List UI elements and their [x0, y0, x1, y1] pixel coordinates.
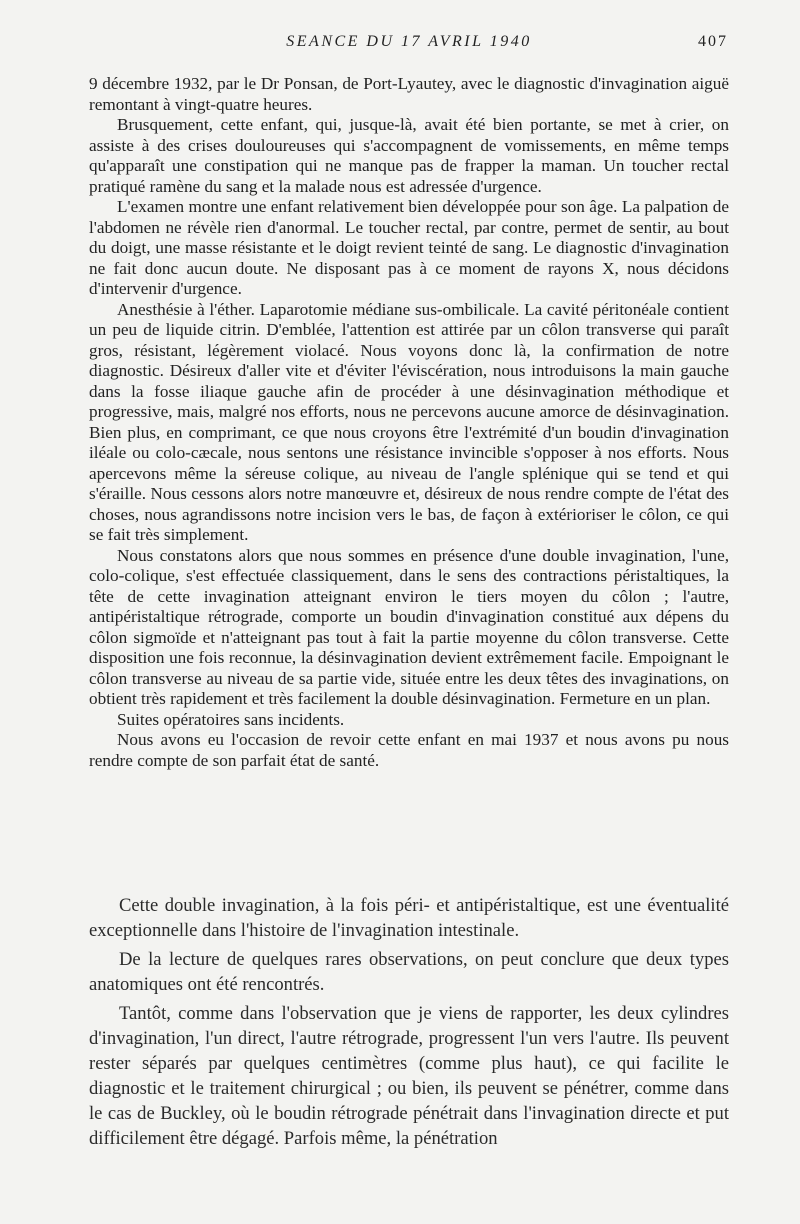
running-header [90, 33, 728, 55]
running-title: SEANCE DU 17 AVRIL 1940 [286, 33, 532, 50]
paragraph: De la lecture de quelques rares observations, on peut conclure que deux types anatomiques ont été rencontrés. [89, 949, 729, 995]
paragraph: Brusquement, cette enfant, qui, jusque-là, avait été bien portante, se met à crier, on assiste à des crises douloureuses qui s'accompagnent de vomissements, en même temps qu'apparaît une constipation qui ne manque pas de frapper la maman. Un toucher rectal pratiqué ramène du sang et la malade nous est adressée d'urgence. [89, 115, 729, 196]
case-observation [89, 74, 729, 771]
paragraph: Suites opératoires sans incidents. [117, 709, 345, 729]
page-number: 407 [698, 33, 728, 50]
paragraph: 9 décembre 1932, par le Dr Ponsan, de Port-Lyautey, avec le diagnostic d'invagination aiguë remontant à vingt-quatre heures. [89, 74, 729, 114]
commentary [89, 893, 729, 1155]
paragraph: Nous avons eu l'occasion de revoir cette enfant en mai 1937 et nous avons pu nous rendre compte de son parfait état de santé. [89, 730, 729, 770]
paragraph: Nous constatons alors que nous sommes en présence d'une double invagination, l'une, colo-colique, s'est effectuée classiquement, dans le sens des contractions péristaltiques, la tête de cette invagination atteignant environ le tiers moyen du côlon ; l'autre, antipéristaltique rétrograde, comporte un boudin d'invagination constitué aux dépens du côlon sigmoïde et n'atteignant pas tout à fait la partie moyenne du côlon transverse. Cette disposition une fois reconnue, la désinvagination devient extrêmement facile. Empoignant le côlon transverse au niveau de sa partie vide, située entre les deux têtes des invaginations, on obtient très rapidement et très facilement la double désinvagination. Fermeture en un plan. [89, 545, 729, 708]
paragraph: L'examen montre une enfant relativement bien développée pour son âge. La palpation de l'abdomen ne révèle rien d'anormal. Le toucher rectal, par contre, permet de sentir, au bout du doigt, une masse résistante et le doigt revient teinté de sang. Le diagnostic d'invagination ne fait donc aucun doute. Ne disposant pas à ce moment de rayons X, nous décidons d'intervenir d'urgence. [89, 197, 729, 298]
paragraph: Cette double invagination, à la fois péri- et antipéristaltique, est une éventualité exceptionnelle dans l'histoire de l'invagination intestinale. [89, 895, 729, 941]
paragraph: Tantôt, comme dans l'observation que je viens de rapporter, les deux cylindres d'invagination, l'un direct, l'autre rétrograde, progressent l'un vers l'autre. Ils peuvent rester séparés par quelques centimètres (comme plus haut), ce qui facilite le diagnostic et le traitement chirurgical ; ou bien, ils peuvent se pénétrer, comme dans le cas de Buckley, où le boudin rétrograde pénétrait dans l'invagination directe et put difficilement être dégagé. Parfois même, la pénétration [89, 1003, 729, 1149]
paragraph: Anesthésie à l'éther. Laparotomie médiane sus-ombilicale. La cavité péritonéale contient un peu de liquide citrin. D'emblée, l'attention est attirée par un côlon transverse qui paraît gros, résistant, légèrement violacé. Nous voyons donc là, la confirmation de notre diagnostic. Désireux d'aller vite et d'éviter l'éviscération, nous introduisons la main gauche dans la fosse iliaque gauche afin de procéder à une désinvagination méthodique et progressive, mais, malgré nos efforts, nous ne percevons aucune amorce de désinvagination. Bien plus, en comprimant, ce que nous croyons être l'extrémité d'un boudin d'invagination iléale ou colo-cæcale, nous sentons une résistance invincible s'opposer à nos efforts. Nous apercevons même la séreuse colique, au niveau de l'angle splénique qui se tend et qui s'éraille. Nous cessons alors notre manœuvre et, désireux de nous rendre compte de l'état des choses, nous agrandissons notre incision vers le bas, de façon à extérioriser le côlon, ce qui se fait très simplement. [89, 299, 729, 544]
